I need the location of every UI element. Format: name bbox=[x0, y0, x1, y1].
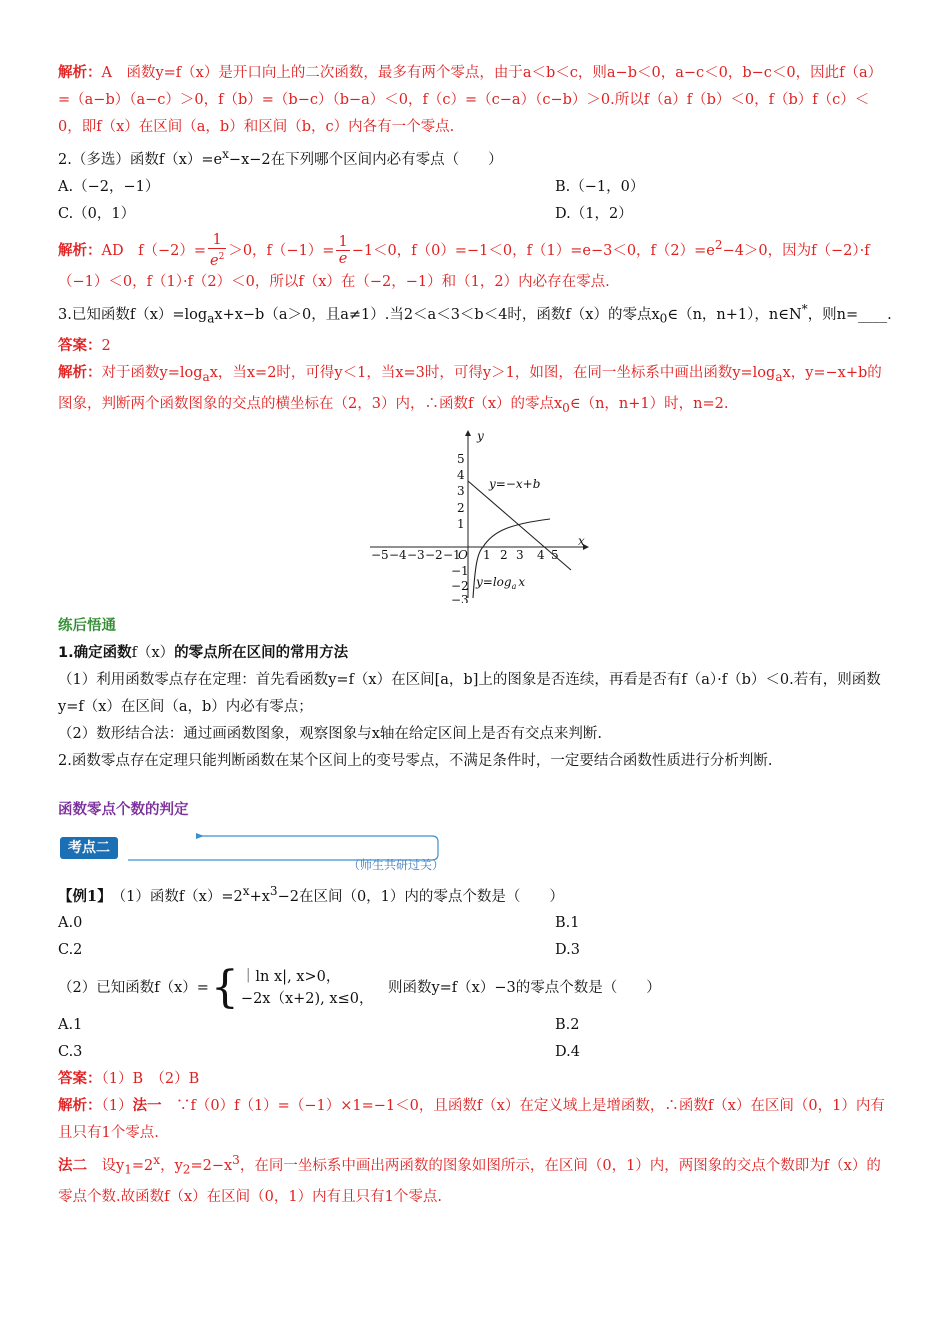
summary-heading-1 bbox=[58, 640, 892, 667]
log-line-graph bbox=[365, 428, 595, 603]
option-c: C.2 bbox=[58, 942, 83, 959]
ex1-answer-value: （1）B （2）B bbox=[101, 1071, 200, 1088]
ex1-m2-sub1: 1 bbox=[124, 1163, 132, 1178]
q2-stem-sup: x bbox=[222, 147, 229, 161]
origin-label: O bbox=[458, 547, 468, 562]
q3-stem-sub: a bbox=[207, 311, 215, 326]
y-tick-label: −3 bbox=[451, 592, 469, 603]
piecewise-case-2: −2x（x+2), x≤0， bbox=[240, 991, 374, 1008]
fraction-1-over-e bbox=[336, 234, 349, 267]
x-tick-label: −5 bbox=[371, 547, 389, 562]
y-tick-label: 2 bbox=[457, 500, 465, 515]
summary-method-2: （2）数形结合法：通过画函数图象，观察图象与x轴在给定区间上是否有交点来判断. bbox=[58, 725, 603, 742]
summary-h1-b: f（x） bbox=[131, 644, 175, 661]
option-a: A.1 bbox=[58, 1017, 83, 1034]
answer-label: 答案： bbox=[58, 337, 102, 354]
summary-title: 练后悟通 bbox=[58, 617, 116, 634]
x-tick-label: 1 bbox=[483, 547, 491, 562]
q3-analysis-b: x，当x=2时，可得y＜1，当x=3时，可得y＞1，如图，在同一坐标系中画出函数y=log bbox=[209, 364, 776, 381]
example1-analysis-method2 bbox=[58, 1147, 892, 1211]
ex1-p1-sup1: x bbox=[242, 883, 250, 898]
q1-analysis bbox=[58, 60, 892, 141]
q3-stem bbox=[58, 296, 892, 333]
ex1-p1-a: （1）函数f（x）=2 bbox=[118, 888, 243, 905]
q3-answer-value: 2 bbox=[101, 337, 111, 354]
option-c: C.3 bbox=[58, 1044, 83, 1061]
ex1-method1-prefix: （1） bbox=[101, 1098, 133, 1115]
q3-analysis-sub: a bbox=[202, 369, 210, 384]
summary-h1-a: 1.确定函数 bbox=[58, 644, 132, 661]
q1-analysis-text: A 函数y=f（x）是开口向上的二次函数，最多有两个零点，由于a＜b＜c，则a−b＜0，a−c＜0，b−c＜0，因此f（a）=（a−b）（a−c）＞0，f（b）=（b−c）（b−a）＜0，f（c）=（c−a）（c−b）＞0.所以f（a）f（b）＜0，f（b）f（c）＜0，即f（x）在区间（a，b）和区间（b，c）内各有一个零点. bbox=[58, 65, 883, 135]
ex1-m2-e: ，在同一坐标系中画出两函数的图象如图所示，在区间（0，1）内，两图象的交点个数即为f（x）的零点个数.故函数f（x）在区间（0，1）内有且只有1个零点. bbox=[58, 1158, 881, 1206]
frac-den-base: e bbox=[210, 253, 219, 270]
summary-point-2: 2.函数零点存在定理只能判断函数在某个区间上的变号零点，不满足条件时，一定要结合函数性质进行分析判断. bbox=[58, 752, 773, 769]
method2-label: 法二 bbox=[58, 1158, 87, 1175]
option-d: D.4 bbox=[555, 1044, 580, 1061]
frac-denominator bbox=[336, 251, 349, 267]
ex1-p1-options-row-1 bbox=[58, 910, 892, 937]
option-b: B.1 bbox=[555, 915, 580, 932]
ex1-p2-options-row-1 bbox=[58, 1012, 892, 1039]
section2-badge-note: （师生共研过关） bbox=[347, 857, 444, 872]
fraction-1-over-e2 bbox=[208, 232, 226, 269]
x-tick-label: 2 bbox=[500, 547, 508, 562]
q2-analysis-text-3: −1＜0，f（0）=−1＜0，f（1）=e−3＜0，f（2）=e bbox=[351, 242, 715, 259]
analysis-label: 解析： bbox=[58, 364, 102, 381]
x-tick-label: −4 bbox=[389, 547, 407, 562]
q3-analysis-c: x，y=−x+b的图象，判断两个函数图象的交点的横坐标在（2，3）内，∴函数f（x）的零点x bbox=[58, 364, 882, 412]
log-label-text: y=log bbox=[476, 574, 512, 589]
ex1-m2-sup2: 3 bbox=[232, 1153, 240, 1168]
x-tick-label: 4 bbox=[537, 547, 545, 562]
q2-stem-text: 2.（多选）函数f（x）=e bbox=[58, 151, 223, 168]
q2-analysis-text-2: ＞0，f（−1）= bbox=[228, 242, 335, 259]
ex1-p1-b: +x bbox=[249, 888, 270, 905]
summary-h1-c: 的零点所在区间的常用方法 bbox=[174, 644, 349, 661]
y-tick-label: −1 bbox=[451, 563, 469, 578]
line-label: y=−x+b bbox=[489, 476, 541, 491]
x-tick-label: −3 bbox=[407, 547, 425, 562]
answer-label: 答案： bbox=[58, 1071, 102, 1088]
piecewise-function bbox=[209, 962, 374, 1014]
q3-stem-sub2: 0 bbox=[659, 311, 668, 326]
y-tick-label: 5 bbox=[457, 451, 465, 466]
section2-badge-bar bbox=[58, 832, 892, 878]
ex1-m2-c: ，y bbox=[160, 1158, 183, 1175]
analysis-label: 解析： bbox=[58, 65, 102, 81]
q3-analysis-d: ∈（n，n+1）时，n=2. bbox=[569, 395, 729, 412]
ex1-p1-sup2: 3 bbox=[269, 883, 278, 898]
frac-numerator: 1 bbox=[338, 234, 348, 251]
ex1-p1-options-row-2 bbox=[58, 937, 892, 964]
option-b: B.2 bbox=[555, 1017, 580, 1034]
ex1-m2-a: 设y bbox=[101, 1158, 125, 1175]
q3-analysis-sub2: a bbox=[775, 369, 783, 384]
method1-label: 法一 bbox=[132, 1098, 162, 1115]
ex1-m2-sub2: 2 bbox=[182, 1163, 191, 1178]
q3-analysis-sub3: 0 bbox=[562, 400, 570, 415]
example1-analysis-method1 bbox=[58, 1093, 892, 1147]
frac-numerator: 1 bbox=[208, 232, 226, 249]
left-brace: { bbox=[210, 962, 239, 1014]
option-a: A.0 bbox=[58, 915, 83, 932]
log-label-sub: a bbox=[511, 581, 517, 591]
q3-stem-b: x+x−b（a＞0，且a≠1）.当2＜a＜3＜b＜4时，函数f（x）的零点x bbox=[214, 306, 660, 323]
analysis-label: 解析： bbox=[58, 1098, 102, 1115]
ex1-p2-options-row-2 bbox=[58, 1039, 892, 1066]
piecewise-case-1: ｜ln x|, x>0， bbox=[240, 969, 341, 986]
analysis-label: 解析： bbox=[58, 242, 102, 259]
option-b: B.（−1，0） bbox=[555, 178, 645, 195]
document-page bbox=[58, 60, 892, 1211]
q2-analysis bbox=[58, 232, 892, 296]
y-tick-label: 4 bbox=[457, 467, 465, 482]
option-d: D.3 bbox=[555, 942, 580, 959]
example1-part2 bbox=[58, 962, 892, 1014]
q2-stem bbox=[58, 141, 892, 174]
x-axis-label: x bbox=[578, 533, 585, 548]
example-label: 【例1】 bbox=[58, 887, 105, 905]
ex1-method1-text: ∵f（0）f（1）=（−1）×1=−1＜0，且函数f（x）在定义域上是增函数，∴函数f（x）在区间（0，1）内有且只有1个零点. bbox=[58, 1098, 885, 1142]
q2-options-row-2 bbox=[58, 201, 892, 228]
summary-method-1: （1）利用函数零点存在定理：首先看函数y=f（x）在区间[a，b]上的图象是否连续，再看是否有f（a）·f（b）＜0.若有，则函数y=f（x）在区间（a，b）内必有零点； bbox=[58, 671, 881, 715]
q3-analysis-a: 对于函数y=log bbox=[101, 364, 203, 381]
ex1-p1-c: −2在区间（0，1）内的零点个数是（ ） bbox=[277, 888, 564, 905]
ex1-m2-b: =2 bbox=[131, 1158, 154, 1175]
q3-stem-a: 3.已知函数f（x）=log bbox=[58, 306, 208, 323]
x-tick-label: −2 bbox=[425, 547, 443, 562]
y-axis-arrow bbox=[465, 430, 471, 436]
option-a: A.（−2，−1） bbox=[58, 178, 160, 195]
section2-badge: 考点二 bbox=[60, 837, 118, 859]
option-d: D.（1，2） bbox=[555, 205, 633, 222]
piecewise-cases bbox=[241, 966, 374, 1010]
q2-analysis-text-4: −4＞0，因为f（−2）·f（−1）＜0，f（1）·f（2）＜0，所以f（x）在（−2，−1）和（1，2）内必存在零点. bbox=[58, 242, 870, 291]
y-tick-label: 1 bbox=[457, 516, 465, 531]
x-tick-label: −1 bbox=[443, 547, 461, 562]
log-label bbox=[475, 575, 525, 591]
ex1-p2-b: 则函数y=f（x）−3的零点个数是（ ） bbox=[387, 980, 661, 997]
option-c: C.（0，1） bbox=[58, 205, 136, 222]
example1-answer bbox=[58, 1066, 892, 1093]
q3-analysis bbox=[58, 360, 892, 422]
q2-analysis-sup: 2 bbox=[714, 237, 723, 252]
frac-denominator bbox=[208, 249, 226, 269]
ex1-m2-d: =2−x bbox=[190, 1158, 233, 1175]
y-tick-label: 3 bbox=[457, 483, 465, 498]
q2-analysis-text-1: AD f（−2）= bbox=[101, 242, 206, 259]
frac-den-base: e bbox=[338, 251, 348, 268]
log-label-x: x bbox=[518, 574, 526, 589]
ex1-m2-sup1: x bbox=[153, 1153, 161, 1168]
q2-stem-text-2: −x−2在下列哪个区间内必有零点（ ） bbox=[228, 151, 503, 168]
q3-stem-d: ，则n=____. bbox=[807, 306, 892, 323]
q2-options-row-1 bbox=[58, 174, 892, 201]
x-tick-label: 3 bbox=[516, 547, 524, 562]
section2-title: 函数零点个数的判定 bbox=[58, 801, 189, 818]
q3-stem-sup: * bbox=[801, 302, 808, 317]
y-axis-label: y bbox=[477, 428, 484, 443]
x-tick-label: 5 bbox=[551, 547, 559, 562]
example1-part1 bbox=[58, 878, 892, 911]
y-tick-label: −2 bbox=[451, 578, 469, 593]
ex1-p2-a: （2）已知函数f（x）= bbox=[58, 980, 209, 997]
q3-stem-c: ∈（n，n+1），n∈N bbox=[667, 306, 802, 323]
frac-den-sup: 2 bbox=[218, 252, 225, 263]
q3-answer bbox=[58, 333, 892, 360]
